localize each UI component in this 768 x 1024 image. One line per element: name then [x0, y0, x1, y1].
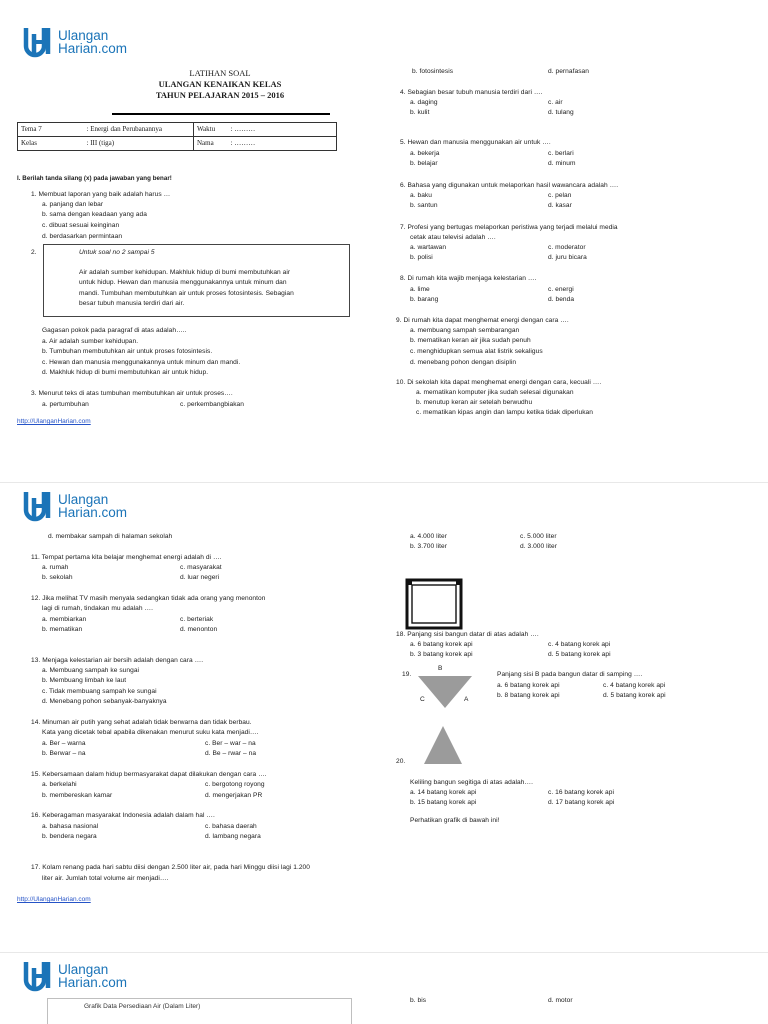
triangle-label-c: C [420, 696, 425, 703]
q20-a: a. 14 batang korek api [410, 789, 477, 796]
q2-b: b. Tumbuhan membutuhkan air untuk proses fotosintesis. [42, 348, 213, 355]
q11-a: a. rumah [42, 564, 69, 571]
q11-d: d. luar negeri [180, 574, 220, 581]
q17-line-2: liter air. Jumlah total volume air menjadi…. [42, 875, 169, 882]
q20: Keliling bangun segitiga di atas adalah…. [410, 779, 534, 786]
passage-line-4: besar tubuh manusia terdiri dari air. [79, 300, 185, 307]
q9-b: b. mematikan keran air jika sudah penuh [410, 337, 531, 344]
triangle-label-b: B [438, 665, 443, 672]
q19-c: c. 4 batang korek api [603, 682, 666, 689]
q7: 7. Profesi yang bertugas melaporkan peristiwa yang terjadi melalui media [400, 224, 618, 231]
site-link-2[interactable]: http://UlanganHarian.com [17, 896, 91, 903]
q13-a: a. Membuang sampah ke sungai [42, 667, 140, 674]
q17-d: d. 3.000 liter [520, 543, 557, 550]
q14-a: a. Ber – warna [42, 740, 86, 747]
q20-d: d. 17 batang korek api [548, 799, 615, 806]
page-separator-2 [0, 952, 768, 953]
q6-c: c. pelan [548, 192, 572, 199]
q9-d: d. menebang pohon dengan disiplin [410, 359, 517, 366]
q11: 11. Tempat pertama kita belajar menghemat energi adalah di …. [31, 554, 222, 561]
header-rule [112, 113, 330, 115]
q10-d: d. membakar sampah di halaman sekolah [48, 533, 173, 540]
nama-label: Nama [194, 137, 228, 151]
q14-line-2: Kata yang dicetak tebal apabila dikenakan menurut suku kata menjadi…. [42, 729, 259, 736]
logo-line-2: Harian.com [58, 41, 128, 56]
q5-c: c. berlari [548, 150, 574, 157]
q9: 9. Di rumah kita dapat menghemat energi dengan cara …. [396, 317, 569, 324]
q6-b: b. santun [410, 202, 438, 209]
q13-b: b. Membuang limbah ke laut [42, 677, 127, 684]
q2-c: c. Hewan dan manusia menggunakannya untuk minum dan mandi. [42, 359, 241, 366]
q4-b: b. kulit [410, 109, 430, 116]
q16-a: a. bahasa nasional [42, 823, 99, 830]
q15-a: a. berkelahi [42, 781, 77, 788]
q15: 15. Kebersamaan dalam hidup bermasyarakat dapat dilakukan dengan cara …. [31, 771, 267, 778]
q17: 17. Kolam renang pada hari sabtu diisi dengan 2.500 liter air, pada hari Minggu diisi lagi 1.200 [31, 864, 310, 871]
q1-a: a. panjang dan lebar [42, 201, 104, 208]
upright-triangle-figure [422, 724, 464, 766]
q6-d: d. kasar [548, 202, 572, 209]
page-1 [0, 0, 768, 480]
q10: 10. Di sekolah kita dapat menghemat energi dengan cara, kecuali …. [396, 379, 602, 386]
q4-d: d. tulang [548, 109, 574, 116]
q9-a: a. membuang sampah sembarangan [410, 327, 520, 334]
triangle-label-a: A [464, 696, 469, 703]
q18: 18. Panjang sisi bangun datar di atas adalah …. [396, 631, 539, 638]
q20-c: c. 16 batang korek api [548, 789, 614, 796]
q14-c: c. Ber – war – na [205, 740, 256, 747]
q2-a: a. Air adalah sumber kehidupan. [42, 338, 139, 345]
q1-d: d. berdasarkan permintaan [42, 233, 123, 240]
page-2 [0, 484, 768, 950]
tema-label: Tema 7 [18, 123, 84, 137]
waktu-value: : ……… [228, 123, 337, 137]
site-logo [22, 24, 127, 60]
page-3 [0, 954, 768, 1024]
site-logo-3 [22, 958, 127, 994]
q12-line-2: lagi di rumah, tindakan mu adalah …. [42, 605, 154, 612]
q3-c: c. perkembangbiakan [180, 401, 244, 408]
q14-b: b. Berwar – na [42, 750, 86, 757]
q1-b: b. sama dengan keadaan yang ada [42, 211, 147, 218]
q20-number: 20. [396, 758, 406, 765]
q5-a: a. bekerja [410, 150, 440, 157]
nama-value: : ……… [228, 137, 337, 151]
q17-b: b. 3.700 liter [410, 543, 447, 550]
logo-line-2: Harian.com [58, 505, 128, 520]
q10-c: c. mematikan kipas angin dan lampu ketika tidak diperlukan [416, 409, 593, 416]
q7-d: d. juru bicara [548, 254, 587, 261]
q17-a: a. 4.000 liter [410, 533, 447, 540]
q8: 8. Di rumah kita wajib menjaga kelestarian …. [400, 275, 537, 282]
q13-c: c. Tidak membuang sampah ke sungai [42, 688, 157, 695]
q8-d: d. benda [548, 296, 575, 303]
passage-title: Untuk soal no 2 sampai 5 [79, 249, 155, 256]
instruction: I. Berilah tanda silang (x) pada jawaban yang benar! [17, 175, 172, 182]
q19: Panjang sisi B pada bangun datar di samping …. [497, 671, 643, 678]
q12-a: a. membiarkan [42, 616, 87, 623]
q16-c: c. bahasa daerah [205, 823, 257, 830]
q3-d: d. pernafasan [548, 68, 589, 75]
waktu-label: Waktu [194, 123, 228, 137]
logo-line-1: Ulangan [58, 28, 109, 43]
q12-c: c. berteriak [180, 616, 214, 623]
q14-d: d. Be – rwar – na [205, 750, 257, 757]
logo-line-1: Ulangan [58, 962, 109, 977]
q2: Gagasan pokok pada paragraf di atas adalah….. [42, 327, 187, 334]
q8-c: c. energi [548, 286, 574, 293]
q3: 3. Menurut teks di atas tumbuhan membutuhkan air untuk proses…. [31, 390, 233, 397]
q2-d: d. Makhluk hidup di bumi membutuhkan air untuk hidup. [42, 369, 209, 376]
q3-b: b. fotosintesis [412, 68, 454, 75]
q17-c: c. 5.000 liter [520, 533, 557, 540]
site-link-1[interactable]: http://UlanganHarian.com [17, 418, 91, 425]
q6: 6. Bahasa yang digunakan untuk melaporkan hasil wawancara adalah …. [400, 182, 619, 189]
q6-a: a. baku [410, 192, 432, 199]
q20-next-b: b. bis [410, 997, 427, 1004]
tema-value: : Energi dan Perubanannya [84, 123, 194, 137]
q7-c: c. moderator [548, 244, 586, 251]
q10-b: b. menutup keran air setelah berwudhu [416, 399, 533, 406]
q16: 16. Keberagaman masyarakat Indonesia adalah dalam hal …. [31, 812, 215, 819]
q18-b: b. 3 batang korek api [410, 651, 473, 658]
logo-line-1: Ulangan [58, 492, 109, 507]
q5-d: d. minum [548, 160, 576, 167]
q5: 5. Hewan dan manusia menggunakan air untuk …. [400, 139, 551, 146]
q7-b: b. polisi [410, 254, 433, 261]
q12-d: d. menonton [180, 626, 218, 633]
q3-a: a. pertumbuhan [42, 401, 89, 408]
q15-c: c. bergotong royong [205, 781, 265, 788]
q11-b: b. sekolah [42, 574, 73, 581]
header-title-2: ULANGAN KENAIKAN KELAS [158, 79, 282, 89]
q5-b: b. belajar [410, 160, 438, 167]
logo-mark-icon [22, 958, 56, 994]
page-separator-1 [0, 482, 768, 483]
q1-c: c. dibuat sesuai keinginan [42, 222, 120, 229]
q14: 14. Minuman air putih yang sehat adalah tidak berwarna dan tidak berbau. [31, 719, 252, 726]
q1: 1. Membuat laporan yang baik adalah harus … [31, 191, 171, 198]
kelas-label: Kelas [18, 137, 84, 151]
q20-b: b. 15 batang korek api [410, 799, 477, 806]
q12-b: b. mematikan [42, 626, 83, 633]
q4-c: c. air [548, 99, 563, 106]
square-matchstick-figure [404, 577, 464, 631]
q2-number: 2. [31, 249, 37, 256]
passage-line-1: Air adalah sumber kehidupan. Makhluk hidup di bumi membutuhkan air [79, 269, 291, 276]
q10-a: a. mematikan komputer jika sudah selesai digunakan [416, 389, 574, 396]
q11-c: c. masyarakat [180, 564, 222, 571]
q19-b: b. 8 batang korek api [497, 692, 560, 699]
passage-line-3: mandi. Tumbuhan membutuhkan air untuk proses fotosintesis. Sebagian [79, 290, 294, 297]
q4: 4. Sebagian besar tubuh manusia terdiri dari …. [400, 89, 543, 96]
q8-b: b. barang [410, 296, 439, 303]
q19-a: a. 6 batang korek api [497, 682, 560, 689]
logo-mark-icon [22, 24, 56, 60]
q18-a: a. 6 batang korek api [410, 641, 473, 648]
identity-table [17, 122, 337, 151]
inverted-triangle-figure [416, 674, 474, 710]
q16-d: d. lambang negara [205, 833, 261, 840]
q7-a: a. wartawan [410, 244, 447, 251]
q19-number: 19. [402, 671, 412, 678]
q7-line-2: cetak atau televisi adalah …. [410, 234, 496, 241]
q19-d: d. 5 batang korek api [603, 692, 666, 699]
kelas-value: : III (tiga) [84, 137, 194, 151]
q12: 12. Jika melihat TV masih menyala sedangkan tidak ada orang yang menonton [31, 595, 266, 602]
graph-title: Grafik Data Persediaan Air (Dalam Liter) [84, 1003, 201, 1010]
q16-b: b. bendera negara [42, 833, 97, 840]
q18-d: d. 5 batang korek api [548, 651, 611, 658]
q4-a: a. daging [410, 99, 438, 106]
logo-line-2: Harian.com [58, 975, 128, 990]
q8-a: a. lime [410, 286, 430, 293]
q18-c: c. 4 batang korek api [548, 641, 611, 648]
q13-d: d. Menebang pohon sebanyak-banyaknya [42, 698, 167, 705]
passage-line-2: untuk hidup. Hewan dan manusia menggunakannya untuk minum dan [79, 279, 287, 286]
q9-c: c. menghidupkan semua alat listrik sekaligus [410, 348, 543, 355]
q15-b: b. membereskan kamar [42, 792, 113, 799]
q20-next-d: d. motor [548, 997, 573, 1004]
header-title-1: LATIHAN SOAL [189, 68, 251, 78]
logo-mark-icon [22, 488, 56, 524]
graph-instruction: Perhatikan grafik di bawah ini! [410, 817, 500, 824]
q15-d: d. mengerjakan PR [205, 792, 263, 799]
q13: 13. Menjaga kelestarian air bersih adalah dengan cara …. [31, 657, 204, 664]
header-title-3: TAHUN PELAJARAN 2015 – 2016 [155, 90, 285, 100]
site-logo-2 [22, 488, 127, 524]
